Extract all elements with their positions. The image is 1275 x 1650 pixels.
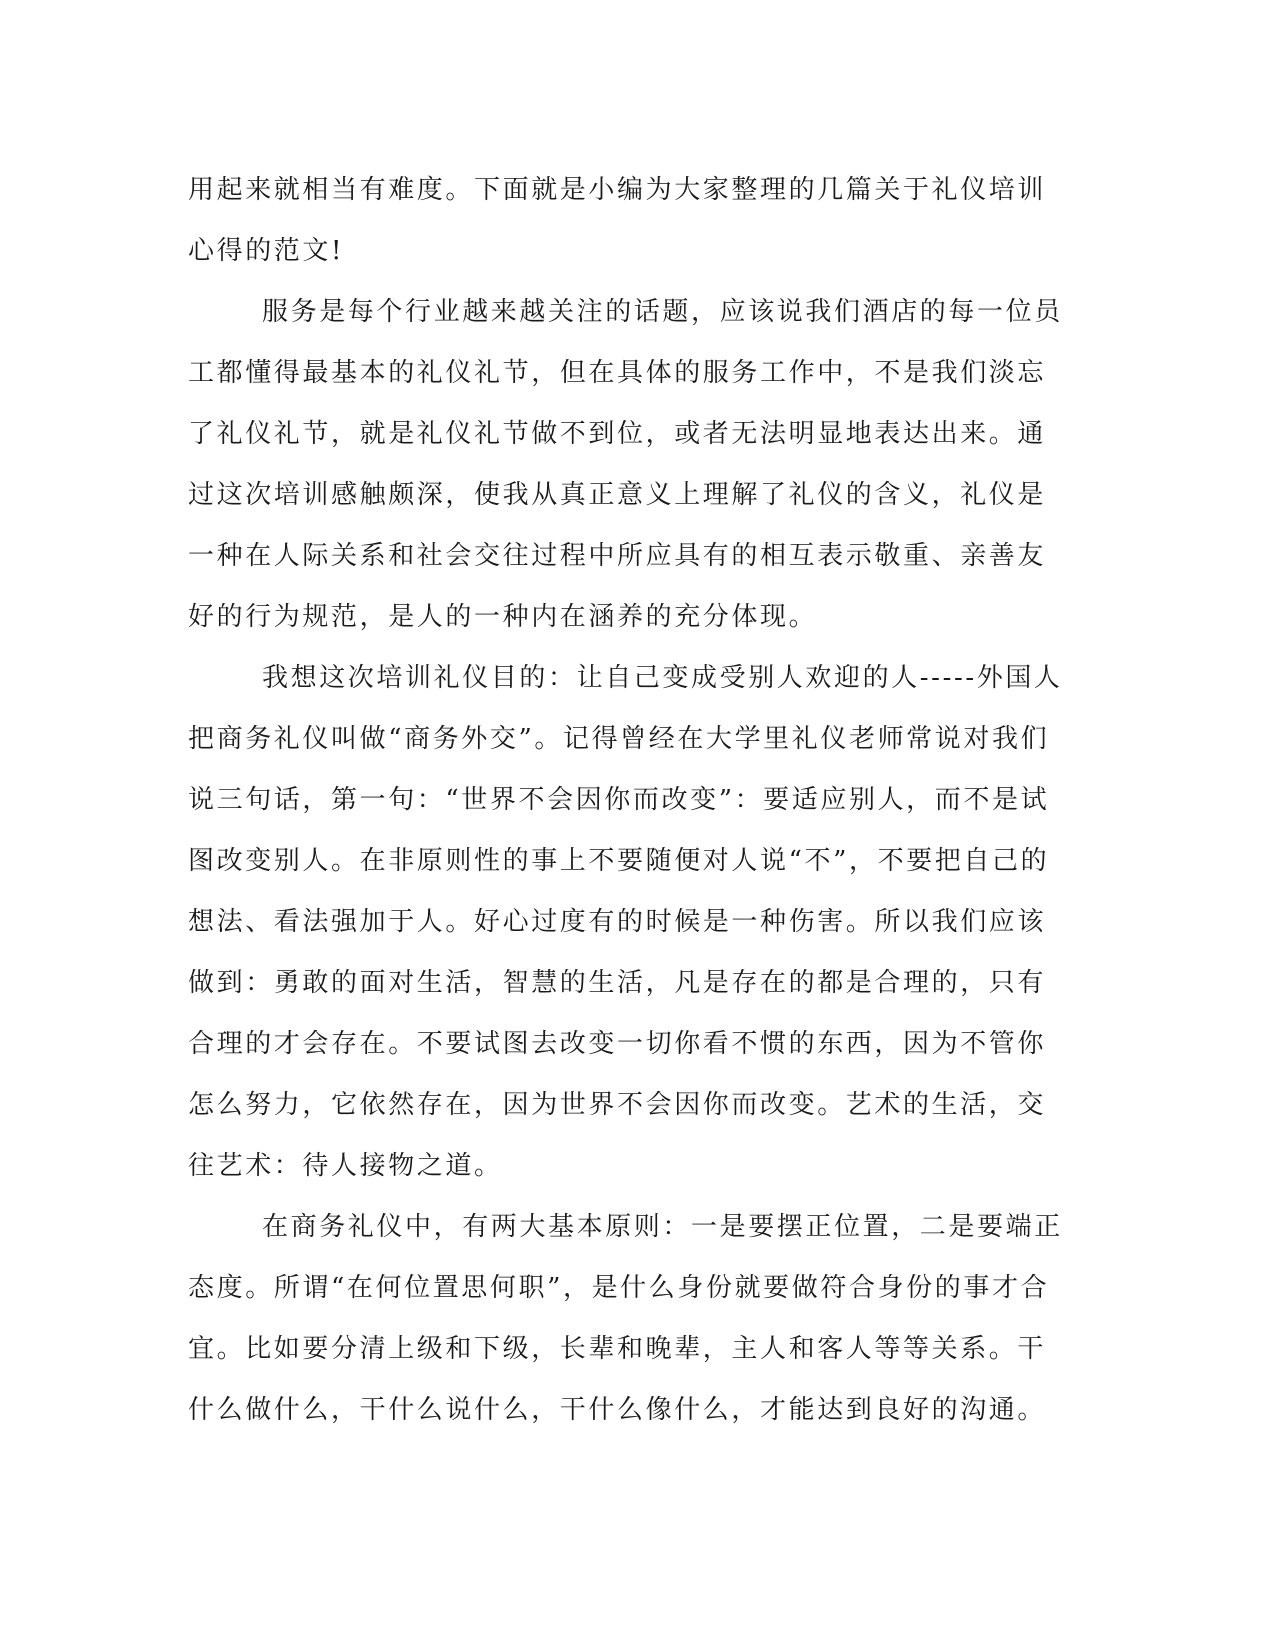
text-line: 合理的才会存在。不要试图去改变一切你看不惯的东西，因为不管你	[188, 1029, 1047, 1059]
paragraph-first-line: 在商务礼仪中，有两大基本原则：一是要摆正位置，二是要端正	[262, 1212, 1063, 1242]
text-line: 图改变别人。在非原则性的事上不要随便对人说“不”，不要把自己的	[188, 846, 1050, 876]
document-body	[188, 160, 1078, 1441]
text-line: 宜。比如要分清上级和下级，长辈和晚辈，主人和客人等等关系。干	[188, 1334, 1047, 1364]
paragraph-first-line: 服务是每个行业越来越关注的话题，应该说我们酒店的每一位员	[262, 297, 1063, 327]
text-line: 用起来就相当有难度。下面就是小编为大家整理的几篇关于礼仪培训	[188, 175, 1047, 205]
text-line: 心得的范文!	[188, 236, 345, 266]
text-line: 把商务礼仪叫做“商务外交”。记得曾经在大学里礼仪老师常说对我们	[188, 724, 1050, 754]
text-line: 一种在人际关系和社会交往过程中所应具有的相互表示敬重、亲善友	[188, 541, 1047, 571]
text-line: 了礼仪礼节，就是礼仪礼节做不到位，或者无法明显地表达出来。通	[188, 419, 1047, 449]
text-line: 往艺术：待人接物之道。	[188, 1151, 503, 1181]
text-line: 想法、看法强加于人。好心过度有的时候是一种伤害。所以我们应该	[188, 907, 1047, 937]
text-line: 说三句话，第一句：“世界不会因你而改变”：要适应别人，而不是试	[188, 785, 1050, 815]
text-line: 什么做什么，干什么说什么，干什么像什么，才能达到良好的沟通。	[188, 1395, 1047, 1425]
text-line: 工都懂得最基本的礼仪礼节，但在具体的服务工作中，不是我们淡忘	[188, 358, 1047, 388]
text-line: 好的行为规范，是人的一种内在涵养的充分体现。	[188, 602, 818, 632]
paragraph-first-line: 我想这次培训礼仪目的：让自己变成受别人欢迎的人-----外国人	[262, 663, 1063, 693]
text-line: 怎么努力，它依然存在，因为世界不会因你而改变。艺术的生活，交	[188, 1090, 1047, 1120]
text-line: 态度。所谓“在何位置思何职”，是什么身份就要做符合身份的事才合	[188, 1273, 1050, 1303]
text-line: 过这次培训感触颇深，使我从真正意义上理解了礼仪的含义，礼仪是	[188, 480, 1047, 510]
text-line: 做到：勇敢的面对生活，智慧的生活，凡是存在的都是合理的，只有	[188, 968, 1047, 998]
